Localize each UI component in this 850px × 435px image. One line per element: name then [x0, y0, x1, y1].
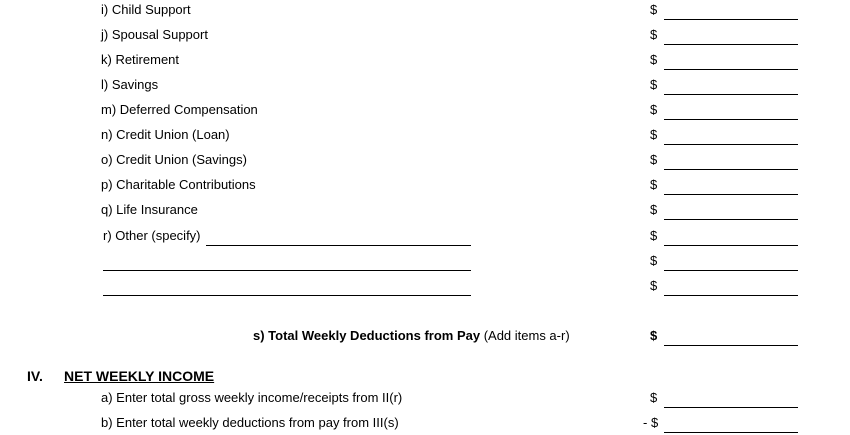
total-deductions-title: s) Total Weekly Deductions from Pay [253, 328, 481, 343]
deduction-row-savings [0, 75, 850, 95]
currency-symbol: $ [650, 152, 658, 167]
other-specify-field-2[interactable] [103, 251, 471, 271]
deferred-compensation-amount-field[interactable] [664, 100, 798, 120]
deduction-label: i) Child Support [101, 2, 191, 17]
total-deductions-amount-field[interactable] [664, 326, 798, 346]
net-income-row-deductions [0, 413, 850, 433]
credit-union-loan-amount-field[interactable] [664, 125, 798, 145]
total-deductions-label [253, 326, 570, 346]
currency-symbol: $ [650, 77, 658, 92]
total-deductions-note: (Add items a-r) [480, 328, 570, 343]
deduction-label: j) Spousal Support [101, 27, 208, 42]
deduction-row-credit-union-loan [0, 125, 850, 145]
deduction-row-retirement [0, 50, 850, 70]
spousal-support-amount-field[interactable] [664, 25, 798, 45]
currency-symbol: $ [650, 390, 658, 405]
currency-symbol: $ [650, 202, 658, 217]
currency-symbol: $ [650, 228, 658, 243]
currency-symbol: $ [650, 278, 658, 293]
currency-symbol: $ [650, 102, 658, 117]
deduction-row-other [0, 226, 850, 246]
section-number: IV. [27, 368, 43, 384]
section-title: NET WEEKLY INCOME [64, 368, 215, 384]
other-amount-field-2[interactable] [664, 251, 798, 271]
currency-symbol: $ [650, 52, 658, 67]
currency-symbol: $ [650, 2, 658, 17]
deduction-label: k) Retirement [101, 52, 180, 67]
deduction-label: r) Other (specify) [103, 228, 201, 243]
currency-symbol: $ [650, 27, 658, 42]
net-income-label: b) Enter total weekly deductions from pay from III(s) [101, 415, 399, 430]
section-iv-heading [0, 366, 850, 386]
currency-symbol: $ [650, 127, 658, 142]
other-specify-field[interactable] [206, 226, 471, 246]
deduction-row-other-3 [0, 276, 850, 296]
deduction-label: m) Deferred Compensation [101, 102, 258, 117]
deduction-row-life-insurance [0, 200, 850, 220]
total-weekly-deductions-field[interactable] [664, 413, 798, 433]
deduction-label: o) Credit Union (Savings) [101, 152, 247, 167]
deduction-row-deferred-compensation [0, 100, 850, 120]
net-income-row-gross [0, 388, 850, 408]
deduction-label: q) Life Insurance [101, 202, 198, 217]
deduction-label: p) Charitable Contributions [101, 177, 256, 192]
deduction-row-spousal-support [0, 25, 850, 45]
currency-symbol: $ [650, 177, 658, 192]
minus-currency-symbol: - $ [643, 415, 659, 430]
other-amount-field[interactable] [664, 226, 798, 246]
deduction-label: n) Credit Union (Loan) [101, 127, 230, 142]
deduction-row-charitable-contributions [0, 175, 850, 195]
deduction-label: l) Savings [101, 77, 159, 92]
credit-union-savings-amount-field[interactable] [664, 150, 798, 170]
currency-symbol: $ [650, 253, 658, 268]
deduction-row-other-2 [0, 251, 850, 271]
life-insurance-amount-field[interactable] [664, 200, 798, 220]
retirement-amount-field[interactable] [664, 50, 798, 70]
other-specify-field-3[interactable] [103, 276, 471, 296]
net-income-label: a) Enter total gross weekly income/receipts from II(r) [101, 390, 403, 405]
gross-weekly-income-field[interactable] [664, 388, 798, 408]
other-amount-field-3[interactable] [664, 276, 798, 296]
savings-amount-field[interactable] [664, 75, 798, 95]
child-support-amount-field[interactable] [664, 0, 798, 20]
currency-symbol: $ [650, 328, 658, 343]
total-deductions-row [0, 326, 850, 346]
charitable-contributions-amount-field[interactable] [664, 175, 798, 195]
deduction-row-child-support [0, 0, 850, 20]
deduction-row-credit-union-savings [0, 150, 850, 170]
